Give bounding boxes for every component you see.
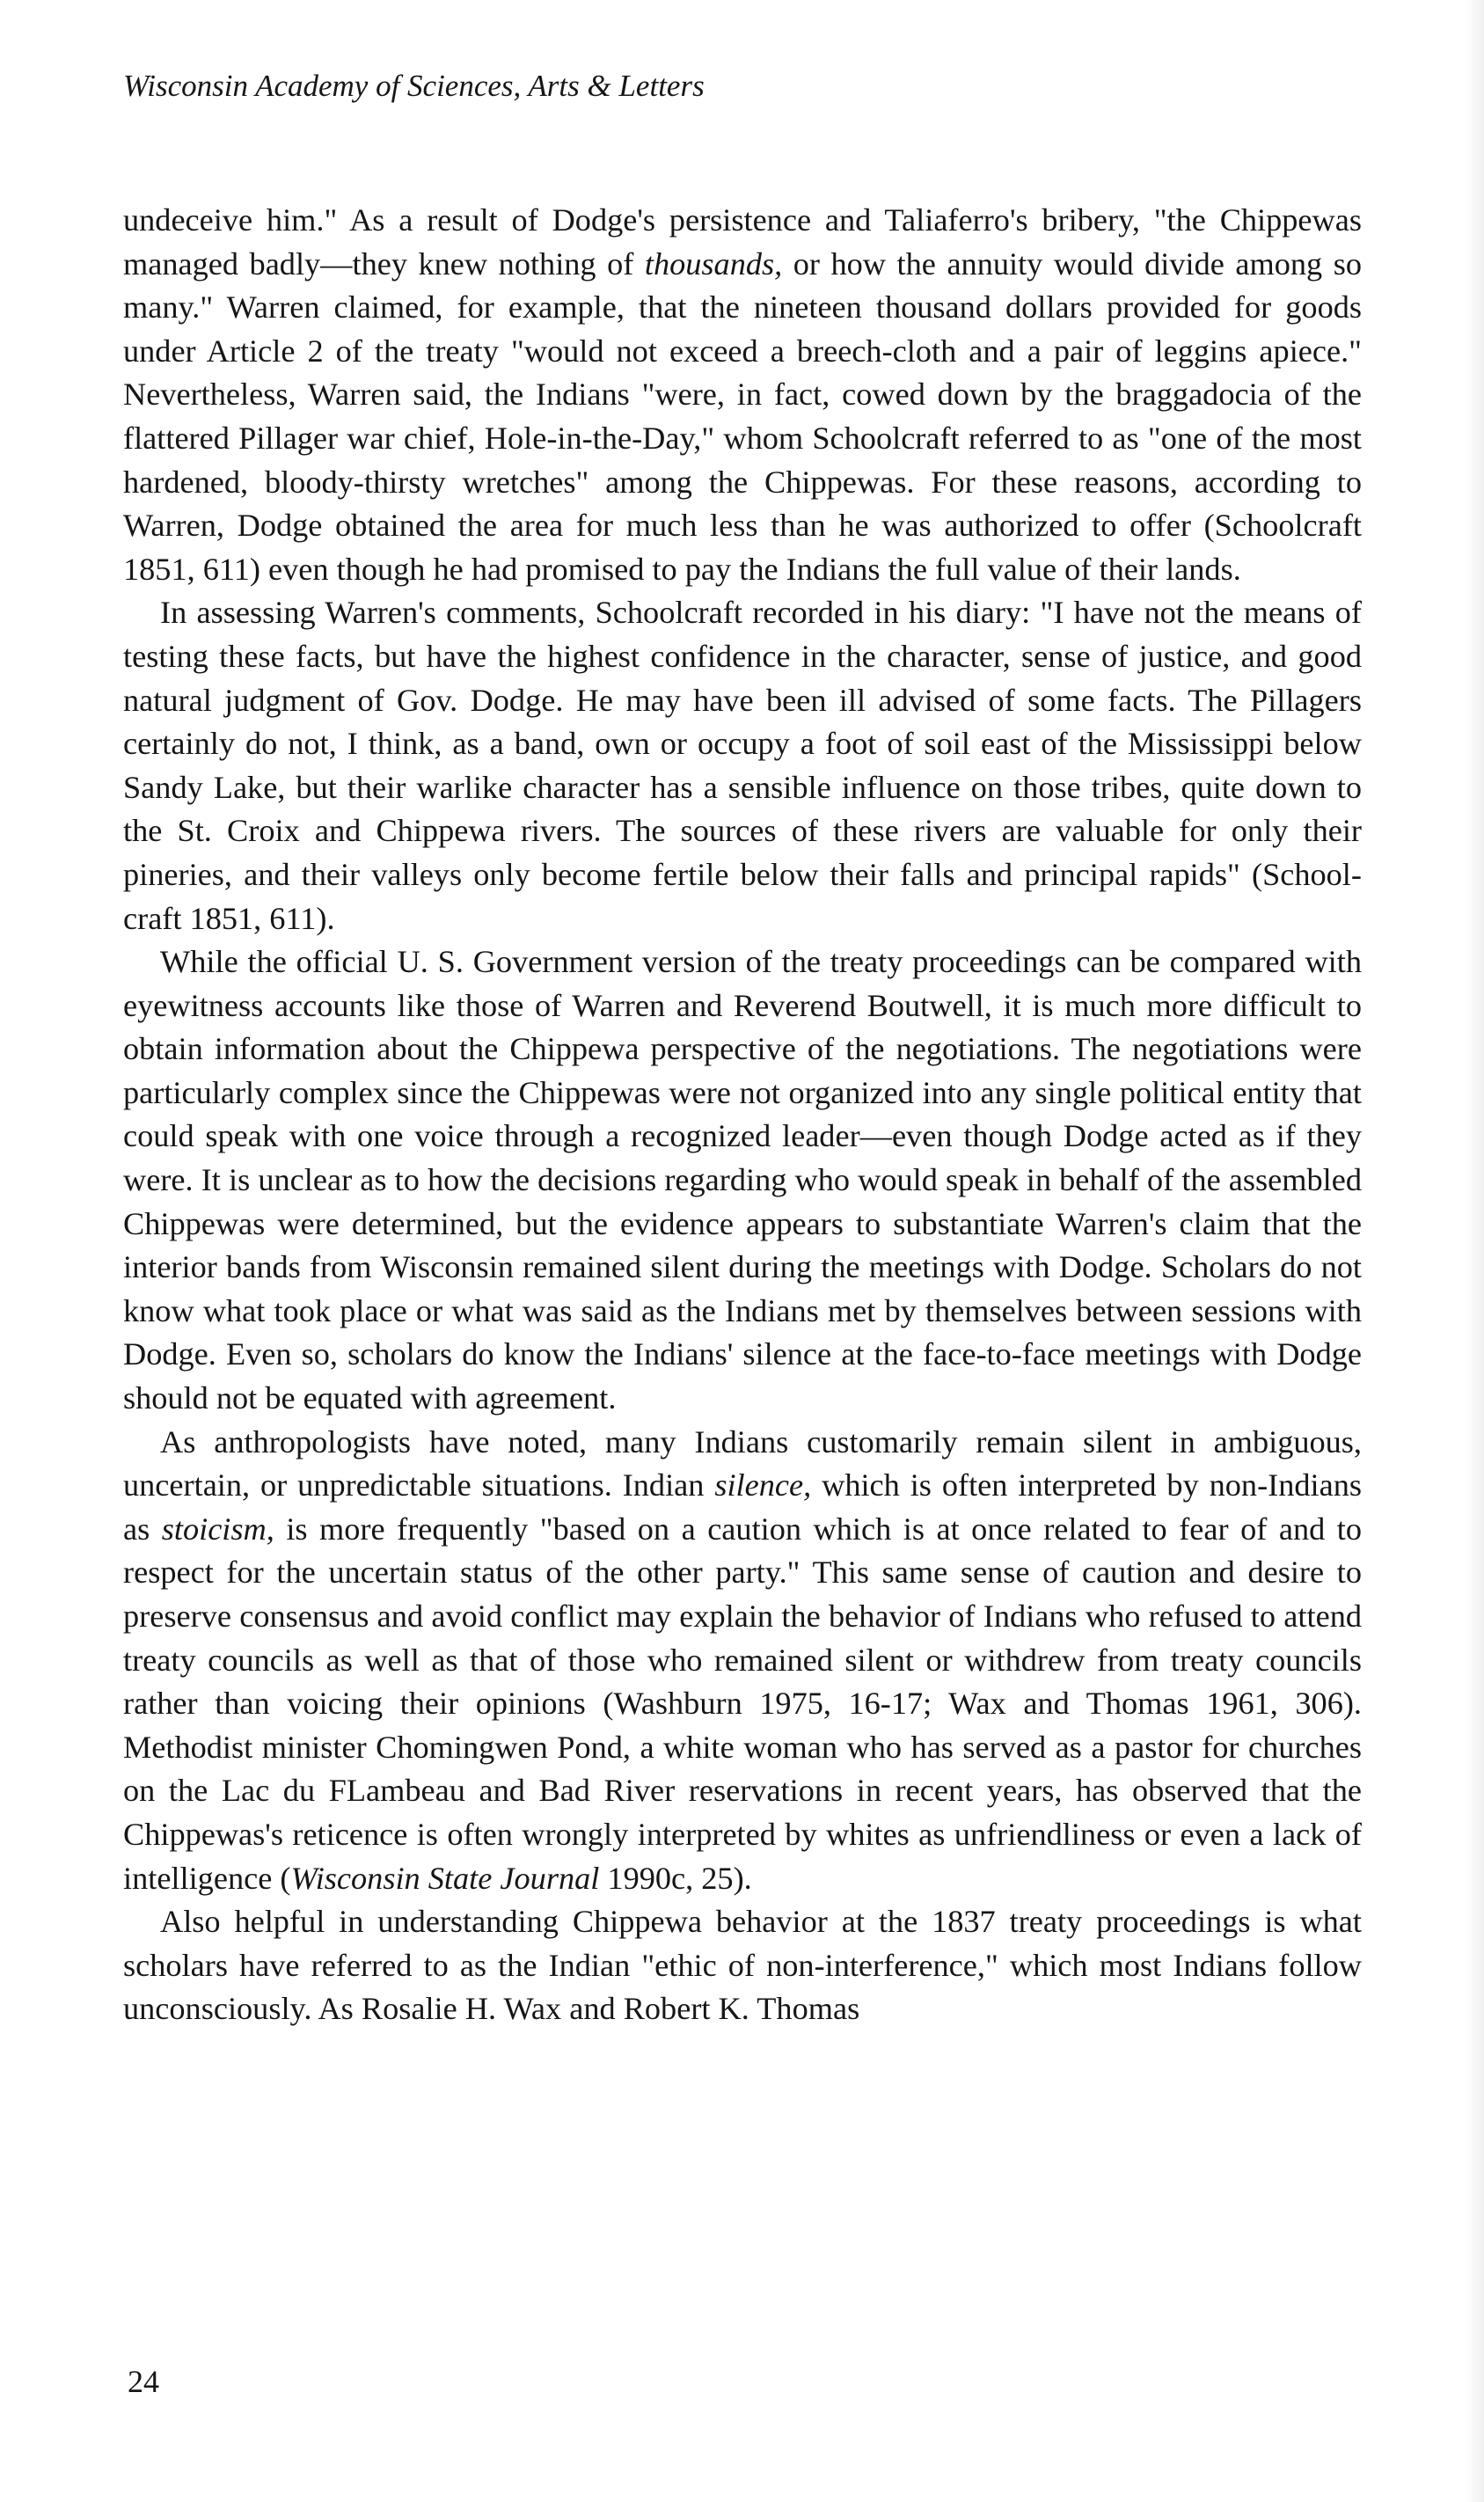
paragraph	[123, 1900, 1362, 2031]
paragraph	[123, 199, 1362, 591]
text-segment: 1990c, 25).	[599, 1860, 752, 1896]
text-segment: As anthropologists have noted, many Indians customarily remain silent in ambiguous, uncertain, or unpredictable situations. Indian	[123, 1423, 1362, 1503]
text-segment: is more frequently "based on a caution which is at once related to fear of and to respect for the uncertain status of the other party." This same sense of caution and desire to preserve consensus and avoid conflict may explain the behavior of Indians who refused to attend treaty councils as well as that of those who remained silent or withdrew from treaty councils rather than voicing their opinions (Washburn 1975, 16-17; Wax and Thomas 1961, 306). Methodist minister Chomingwen Pond, a white woman who has served as a pastor for churches on the Lac du FLambeau and Bad River reservations in recent years, has observed that the Chippewas's reticence is often wrongly interpreted by whites as unfriendliness or even a lack of intelligence (	[123, 1511, 1362, 1896]
italic-text-segment: Wisconsin State Journal	[290, 1860, 600, 1896]
text-segment: undeceive him." As a result of Dodge's persistence and Taliaferro's bribery, "the Chippewas managed badly—they knew nothing of	[123, 202, 1362, 282]
paragraph	[123, 940, 1362, 1421]
page-number: 24	[128, 2364, 159, 2399]
body-text	[123, 199, 1362, 2031]
running-head: Wisconsin Academy of Sciences, Arts & Letters	[123, 69, 705, 103]
italic-text-segment: stoicism,	[161, 1511, 274, 1547]
text-segment: which is often interpreted by non-Indians as	[123, 1467, 1363, 1547]
italic-text-segment: thousands,	[644, 245, 783, 282]
italic-text-segment: silence,	[714, 1467, 812, 1503]
text-segment: or how the annuity would divide among so many." Warren claimed, for example, that the nineteen thousand dollars provided for goods under Article 2 of the treaty "would not exceed a breech-cloth and a pair of leggins apiece." Nevertheless, Warren said, the Indians "were, in fact, cowed down by the braggadocia of the flattered Pillager war chief, Hole-in-the-Day," whom Schoolcraft referred to as "one of the most hardened, bloody-thirsty wretches" among the Chippewas. For these reasons, according to Warren, Dodge obtained the area for much less than he was authorized to offer (Schoolcraft 1851, 611) even though he had promised to pay the Indians the full value of their lands.	[123, 245, 1362, 587]
text-segment: While the official U. S. Government version of the treaty proceedings can be compared with eyewitness accounts like those of Warren and Reverend Boutwell, it is much more difficult to obtain information about the Chippewa perspective of the negotiations. The negotiations were particularly complex since the Chippewas were not organized into any single political entity that could speak with one voice through a recognized leader—even though Dodge acted as if they were. It is unclear as to how the decisions regarding who would speak in behalf of the assembled Chippewas were determined, but the evidence appears to substantiate Warren's claim that the interior bands from Wisconsin remained silent during the meetings with Dodge. Scholars do not know what took place or what was said as the Indians met by themselves between sessions with Dodge. Even so, scholars do know the Indians' silence at the face-to-face meetings with Dodge should not be equated with agreement.	[123, 944, 1362, 1416]
paragraph	[123, 1421, 1362, 1901]
paragraph	[123, 591, 1362, 940]
text-segment: Also helpful in understanding Chippewa behavior at the 1837 treaty proceedings is what scholars have referred to as the Indian "ethic of non-interference," which most Indians follow unconsciously. As Rosalie H. Wax and Robert K. Thomas	[123, 1904, 1362, 2027]
text-segment: In assessing Warren's comments, Schoolcraft recorded in his diary: "I have not the means of testing these facts, but have the highest confidence in the character, sense of justice, and good natural judgment of Gov. Dodge. He may have been ill advised of some facts. The Pillagers certainly do not, I think, as a band, own or occupy a foot of soil east of the Mississippi below Sandy Lake, but their warlike character has a sensible influence on those tribes, quite down to the St. Croix and Chippewa rivers. The sources of these rivers are valuable for only their pineries, and their valleys only become fertile below their falls and principal rapids" (Schoolcraft 1851, 611).	[123, 595, 1362, 936]
page-edge-shadow	[1465, 0, 1484, 2502]
